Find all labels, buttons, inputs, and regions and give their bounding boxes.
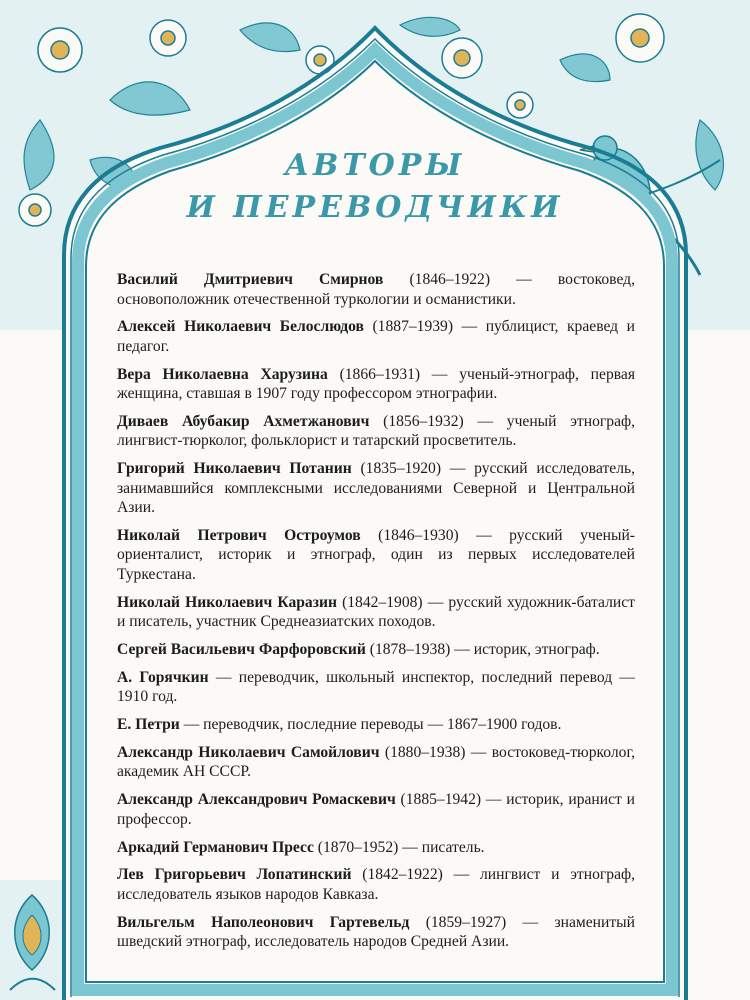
author-entry	[117, 865, 635, 904]
authors-list	[117, 270, 635, 960]
author-description: (1846–1922) — востоковед, основоположник отечественной туркологии и османистики.	[117, 271, 636, 308]
page-title-line-2: И ПЕРЕВОДЧИКИ	[186, 190, 564, 225]
author-name: Аркадий Германович Пресс	[117, 838, 314, 856]
author-name: Николай Николаевич Каразин	[117, 593, 337, 611]
floral-ornament-bottom-left	[0, 880, 64, 1000]
author-description: (1846–1930) — русский ученый-ориенталист, историк и этнограф, один из первых исследователей Туркестана.	[117, 526, 635, 583]
author-entry	[117, 270, 635, 309]
author-name: Александр Александрович Ромаскевич	[117, 791, 396, 809]
author-name: Алексей Николаевич Белослюдов	[117, 318, 364, 336]
author-entry	[117, 593, 635, 632]
author-description: (1856–1932) — ученый этнограф, лингвист-тюрколог, фольклорист и татарский просветитель.	[117, 412, 635, 450]
author-entry	[117, 412, 635, 451]
author-description: — переводчик, школьный инспектор, последний перевод — 1910 год.	[117, 668, 635, 706]
page-title-line-1: АВТОРЫ	[284, 148, 466, 183]
author-entry	[117, 668, 635, 707]
author-entry	[117, 790, 635, 829]
author-name: Николай Петрович Остроумов	[117, 526, 361, 544]
author-description: (1842–1922) — лингвист и этнограф, исследователь языков народов Кавказа.	[117, 866, 635, 903]
author-description: (1842–1908) — русский художник-баталист и писатель, участник Среднеазиатских походов.	[117, 593, 635, 631]
author-entry	[117, 640, 635, 660]
author-entry	[117, 743, 635, 782]
author-description: (1878–1938) — историк, этнограф.	[365, 641, 600, 659]
author-description: (1880–1938) — востоковед-тюрколог, академик АН СССР.	[117, 743, 635, 781]
author-description: (1885–1942) — историк, иранист и профессор.	[117, 791, 635, 828]
author-entry	[117, 365, 635, 404]
author-name: Александр Николаевич Самойлович	[117, 743, 380, 761]
author-description: — переводчик, последние переводы — 1867–1900 годов.	[179, 716, 562, 734]
author-description: (1870–1952) — писатель.	[313, 838, 485, 856]
author-description: (1866–1931) — ученый-этнограф, первая женщина, ставшая в 1907 году профессором этнографии.	[117, 365, 635, 403]
author-name: Лев Григорьевич Лопатинский	[117, 866, 352, 884]
author-name: Е. Петри	[117, 716, 180, 734]
author-name: Вильгельм Наполеонович Гартевельд	[117, 913, 410, 931]
author-name: Диваев Абубакир Ахметжанович	[117, 412, 370, 430]
author-name: Вера Николаевна Харузина	[117, 365, 328, 383]
author-entry	[117, 715, 635, 735]
author-name: Сергей Васильевич Фарфоровский	[117, 641, 366, 659]
author-entry	[117, 459, 635, 518]
author-entry	[117, 317, 635, 356]
author-description: (1887–1939) — публицист, краевед и педагог.	[117, 318, 635, 355]
author-entry	[117, 526, 635, 585]
author-name: Василий Дмитриевич Смирнов	[117, 271, 384, 288]
author-description: (1835–1920) — русский исследователь, занимавшийся комплексными исследованиями Северной и Центральной Азии.	[117, 460, 635, 517]
author-name: Григорий Николаевич Потанин	[117, 460, 352, 478]
author-entry	[117, 838, 635, 858]
author-name: А. Горячкин	[117, 668, 209, 686]
author-entry	[117, 913, 635, 952]
author-description: (1859–1927) — знаменитый шведский этнограф, исследователь народов Средней Азии.	[117, 913, 635, 951]
